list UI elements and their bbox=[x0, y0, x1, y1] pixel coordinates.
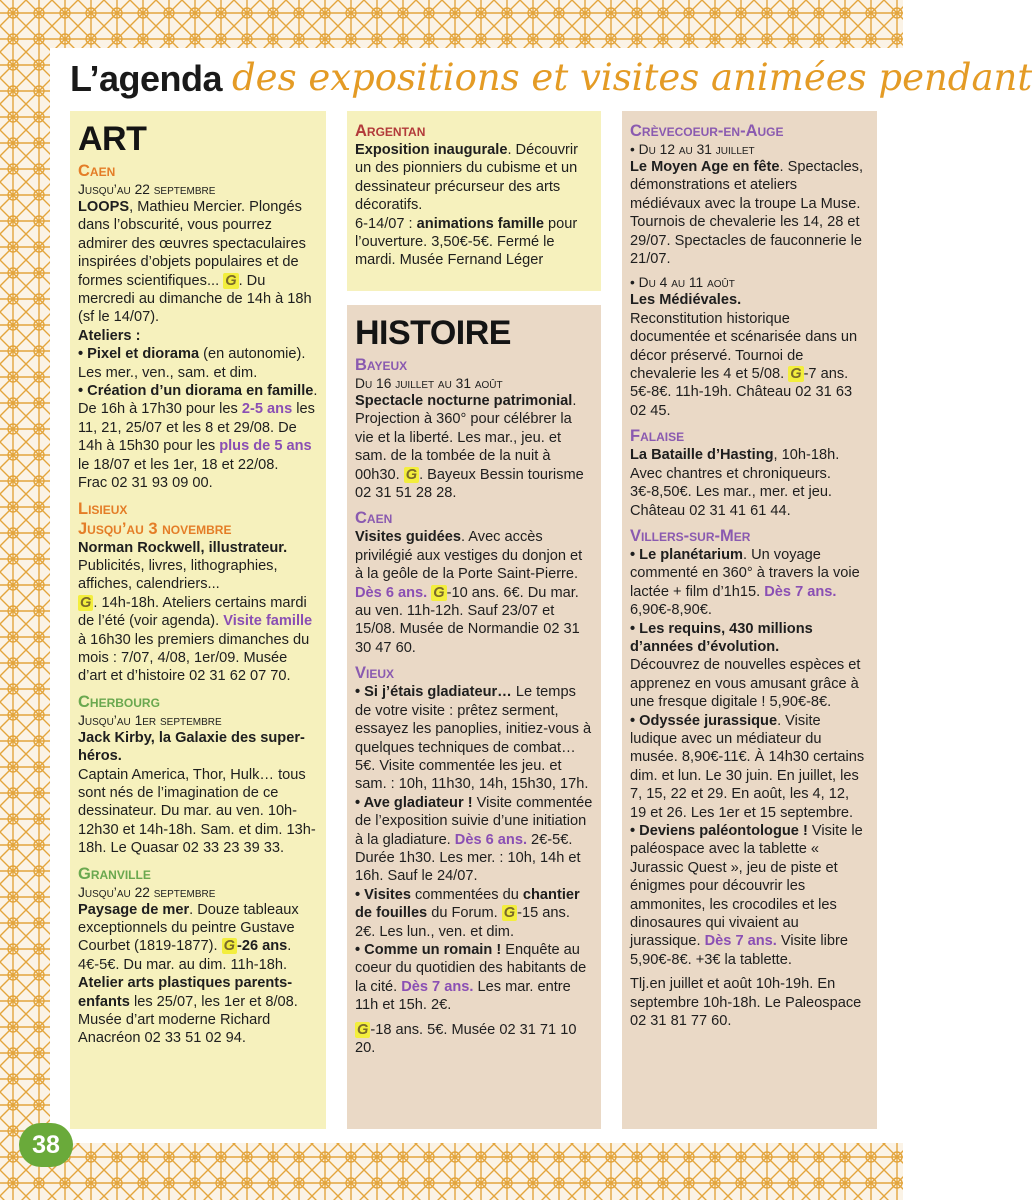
free-g-badge: G bbox=[357, 1021, 369, 1038]
free-g-badge: G bbox=[223, 938, 235, 955]
planetarium-text1: . Un voyage commenté en 360° à travers la voie lactée + film d’1h15. bbox=[630, 546, 860, 600]
bayeux-entry bbox=[355, 392, 593, 502]
hasting-desc: , 10h-18h. Avec chantres et chroniqueurs. 3€-8,50€. Les mar., mer. et jeu. Château 02 31 41 61 44. bbox=[630, 447, 840, 519]
requins-title: • Les requins, 430 millions d’années d’évolution. bbox=[630, 620, 813, 655]
loops-desc: Plongés dans l’obscurité, vous pourrez admirer des œuvres spectaculaires inspirées d’objets populaires et de formes scientifiques... bbox=[78, 199, 306, 289]
medievales-title: Les Médiévales. bbox=[630, 292, 742, 309]
visite-famille: Visite famille bbox=[223, 613, 313, 630]
vieux-footer: -18 ans. 5€. Musée 02 31 71 10 20. bbox=[355, 1021, 577, 1056]
loops-title: LOOPS bbox=[78, 199, 130, 215]
visites-text3: -15 ans. 2€. Les lun., ven. et dim. bbox=[355, 905, 570, 940]
gladiateur-title: • Si j’étais gladiateur… bbox=[355, 684, 512, 701]
chantier-title: chantier de fouilles bbox=[355, 886, 580, 922]
argentan-dates: 6-14/07 : bbox=[355, 215, 417, 232]
agenda-subtitle: des expositions et visites animées pendant bbox=[232, 56, 1032, 99]
hasting-entry bbox=[630, 446, 869, 520]
paleontologue-text1: Visite le paléospace avec la tablette « Jurassic Quest », jeu de piste et énigmes pour découvrir les ammonites, les crocodiles et les dinosaures qui vivaient au jurassique. bbox=[630, 823, 863, 950]
moyen-age-entry bbox=[630, 158, 869, 268]
free-g-badge: G bbox=[790, 366, 802, 383]
moyen-age-title: Le Moyen Age en fête bbox=[630, 159, 780, 175]
location-crevecoeur: Crèvecoeur-en-Auge bbox=[630, 122, 784, 140]
page-number: 38 bbox=[19, 1123, 73, 1167]
atelier-parents: Atelier arts plastiques parents-enfants bbox=[78, 975, 293, 1010]
art-column bbox=[70, 111, 326, 1129]
age-plus-5: plus de 5 ans bbox=[219, 438, 312, 455]
creation-title: • Création d’un diorama en famille bbox=[78, 383, 314, 400]
age-26: -26 ans bbox=[236, 938, 288, 955]
location-falaise: Falaise bbox=[630, 427, 685, 446]
age-7: Dès 7 ans. bbox=[401, 978, 474, 995]
paleontologue-text2: Visite libre 5,90€-8€. +3€ la tablette. bbox=[630, 933, 848, 968]
creation-text3: le 18/07 et les 1er, 18 et 22/08. bbox=[78, 456, 279, 473]
visites-guidees-title: Visites guidées bbox=[355, 529, 461, 546]
kirby-entry bbox=[78, 729, 318, 858]
age-6: Dès 6 ans. bbox=[454, 831, 527, 848]
planetarium-title: • Le planétarium bbox=[630, 546, 743, 563]
paysage-title: Paysage de mer bbox=[78, 901, 190, 918]
loops-author: , Mathieu Mercier. bbox=[129, 199, 246, 215]
rockwell-text2: à 16h30 les premiers dimanches du mois : 7/07, 4/08, 1er/09. Musée d’art et d’histoire 02 31 62 07 70. bbox=[78, 631, 310, 685]
age-6: Dès 6 ans. bbox=[355, 584, 428, 601]
caen-visites-entry bbox=[355, 528, 593, 657]
ave-gladiateur-text1: Visite commentée de l’exposition suivie d’une initiation à la gladiature. bbox=[355, 794, 593, 848]
bayeux-desc: . Projection à 360° pour célébrer la vie et la liberté. Les mar., jeu. et sam. de la tombée de la nuit à 00h30. bbox=[355, 393, 577, 483]
location-bayeux: Bayeux bbox=[355, 356, 408, 374]
ave-gladiateur-title: • Ave gladiateur ! bbox=[355, 794, 473, 811]
agenda-title: L’agenda bbox=[70, 58, 223, 99]
bayeux-title: Spectacle nocturne patrimonial bbox=[355, 393, 573, 409]
argentan-title: Exposition inaugurale bbox=[355, 142, 508, 158]
planetarium-text2: 6,90€-8,90€. bbox=[630, 602, 712, 619]
free-g-badge: G bbox=[503, 905, 516, 922]
paleontologue-title: • Deviens paléontologue ! bbox=[630, 823, 808, 839]
creation-text2: les 11, 21, 25/07 et les 8 et 29/08. De 14h à 15h30 pour les bbox=[78, 401, 315, 455]
rockwell-desc: Publicités, livres, lithographies, affiches, calendriers... bbox=[78, 557, 278, 593]
location-caen: Caen bbox=[78, 162, 116, 180]
creation-text1: . De 16h à 17h30 pour les bbox=[78, 383, 318, 418]
medievales-entry bbox=[630, 291, 869, 420]
histoire-column bbox=[347, 305, 601, 1129]
odyssee-title: • Odyssée jurassique bbox=[630, 712, 778, 729]
medievales-text: -7 ans. 5€-8€. 11h-19h. Château 02 31 63 02 45. bbox=[630, 366, 853, 419]
visites-title: • Visites bbox=[355, 886, 411, 903]
loops-entry bbox=[78, 198, 318, 493]
pixel-title: • Pixel et diorama bbox=[78, 346, 200, 363]
date-crevecoeur-2: • Du 4 au 11 août bbox=[630, 275, 735, 291]
ateliers-label: Ateliers : bbox=[78, 327, 141, 344]
age-2-5: 2-5 ans bbox=[241, 401, 293, 418]
argentan-text: pour l’ouverture. 3,50€-5€. Fermé le mardi. Musée Fernand Léger bbox=[355, 215, 578, 269]
free-g-badge: G bbox=[405, 466, 418, 483]
location-villers: Villers-sur-Mer bbox=[630, 526, 751, 545]
hasting-title: La Bataille d’Hasting bbox=[630, 447, 774, 464]
romain-text2: Les mar. entre 11h et 15h. 2€. bbox=[355, 978, 571, 1014]
villers-footer: Tlj.en juillet et août 10h-19h. En septembre 10h-18h. Le Paleospace 02 31 81 77 60. bbox=[630, 976, 862, 1030]
loops-hours: . Du mercredi au dimanche de 14h à 18h (sf le 14/07). bbox=[78, 272, 312, 326]
kirby-title: Jack Kirby, la Galaxie des super-héros. bbox=[78, 729, 305, 765]
date-granville: Jusqu’au 22 septembre bbox=[78, 884, 216, 900]
animations-famille: animations famille bbox=[416, 215, 544, 232]
bayeux-text: . Bayeux Bessin tourisme 02 31 51 28 28. bbox=[355, 466, 584, 502]
argentan-desc: . Découvrir un des pionniers du cubisme et un dessinateur précurseur des arts décoratifs. bbox=[355, 142, 579, 214]
age-7: Dès 7 ans. bbox=[704, 933, 777, 950]
age-7: Dès 7 ans. bbox=[764, 583, 837, 600]
visites-guidees-text: -10 ans. 6€. Du mar. au ven. 11h-12h. Sauf 23/07 et 15/08. Musée de Normandie 02 31 30 47 60. bbox=[355, 584, 580, 656]
odyssee-text: . Visite ludique avec un médiateur du musée. 8,90€-11€. À 14h30 certains dim. et lun. Le 30 juin. En juillet, les 7, 15, 22 et 29. En août, les 4, 12, 19 et 26. Les 1er et 15 septembre. bbox=[630, 712, 865, 821]
visites-guidees-desc: . Avec accès privilégié aux vestiges du donjon et à la geôle de la Porte Saint-Pierre. bbox=[355, 529, 583, 583]
requins-text: Découvrez de nouvelles espèces et apprenez en vous amusant grâce à une fresque digitale ! 5,90€-8€. bbox=[630, 657, 861, 711]
romain-text1: Enquête au coeur du quotidien des habitants de la cité. bbox=[355, 941, 587, 995]
romain-title: • Comme un romain ! bbox=[355, 941, 502, 958]
date-caen: Jusqu’au 22 septembre bbox=[78, 182, 216, 197]
rockwell-text1: . 14h-18h. Ateliers certains mardi de l’été (voir agenda). bbox=[78, 594, 307, 630]
date-lisieux: Jusqu’au 3 novembre bbox=[78, 519, 232, 538]
visites-text2: du Forum. bbox=[427, 905, 502, 922]
rockwell-entry bbox=[78, 539, 318, 686]
date-crevecoeur-1: • Du 12 au 31 juillet bbox=[630, 142, 755, 157]
art-heading: ART bbox=[78, 120, 147, 158]
date-bayeux: Du 16 juillet au 31 août bbox=[355, 376, 503, 391]
free-g-badge: G bbox=[433, 584, 445, 601]
visites-text1: commentées du bbox=[410, 886, 523, 903]
free-g-badge: G bbox=[80, 594, 92, 611]
ave-gladiateur-text2: 2€-5€. Durée 1h30. Les mer. : 10h, 14h et 16h. Sauf le 24/07. bbox=[355, 831, 581, 885]
moyen-age-desc: . Spectacles, démonstrations et ateliers médiévaux avec la troupe La Muse. Tournois de chevalerie les 14, 28 et 29/07. Spectacles de fauconnerie le 21/07. bbox=[630, 159, 864, 268]
argentan-entry bbox=[355, 141, 593, 270]
rockwell-title: Norman Rockwell, illustrateur. bbox=[78, 539, 288, 556]
location-caen-histoire: Caen bbox=[355, 509, 393, 528]
paysage-desc: . Douze tableaux exceptionnels du peintre Gustave Courbet (1819-1877). bbox=[78, 901, 299, 955]
gladiateur-text: Le temps de votre visite : prêtez serment, essayez les panoplies, initiez-vous à quelques techniques de combat…5€. Visite commentée les jeu. et sam. : 10h, 11h30, 14h, 15h30, 17h. bbox=[355, 684, 592, 793]
date-cherbourg: Jusqu’au 1er septembre bbox=[78, 712, 222, 728]
paysage-entry bbox=[78, 901, 318, 1048]
frac-contact: Frac 02 31 93 09 00. bbox=[78, 475, 213, 492]
location-lisieux: Lisieux bbox=[78, 499, 128, 518]
location-vieux: Vieux bbox=[355, 664, 395, 683]
location-argentan: Argentan bbox=[355, 122, 426, 140]
medievales-desc: Reconstitution historique documentée et scénarisée dans un décor préservé. Tournoi de chevalerie les 4 et 5/08. bbox=[630, 310, 858, 383]
paysage-text2: les 25/07, les 1er et 8/08. Musée d’art moderne Richard Anacréon 02 33 51 02 94. bbox=[78, 993, 298, 1047]
villers-entry bbox=[630, 546, 869, 1031]
location-granville: Granville bbox=[78, 864, 151, 883]
right-column bbox=[622, 111, 877, 1129]
location-cherbourg: Cherbourg bbox=[78, 692, 160, 711]
paysage-text1: . 4€-5€. Du mar. au dim. 11h-18h. bbox=[78, 938, 292, 973]
histoire-heading: HISTOIRE bbox=[355, 314, 511, 352]
pixel-text: (en autonomie). Les mer., ven., sam. et dim. bbox=[78, 346, 306, 381]
kirby-desc: Captain America, Thor, Hulk… tous sont nés de l’imagination de ce dessinateur. Du mar. au ven. 10h-12h30 et 14h-18h. Sam. et dim. 13h-18h. Le Quasar 02 33 23 39 33. bbox=[78, 766, 316, 857]
vieux-entry bbox=[355, 683, 593, 1057]
argentan-box bbox=[347, 111, 601, 291]
free-g-badge: G bbox=[225, 272, 237, 289]
